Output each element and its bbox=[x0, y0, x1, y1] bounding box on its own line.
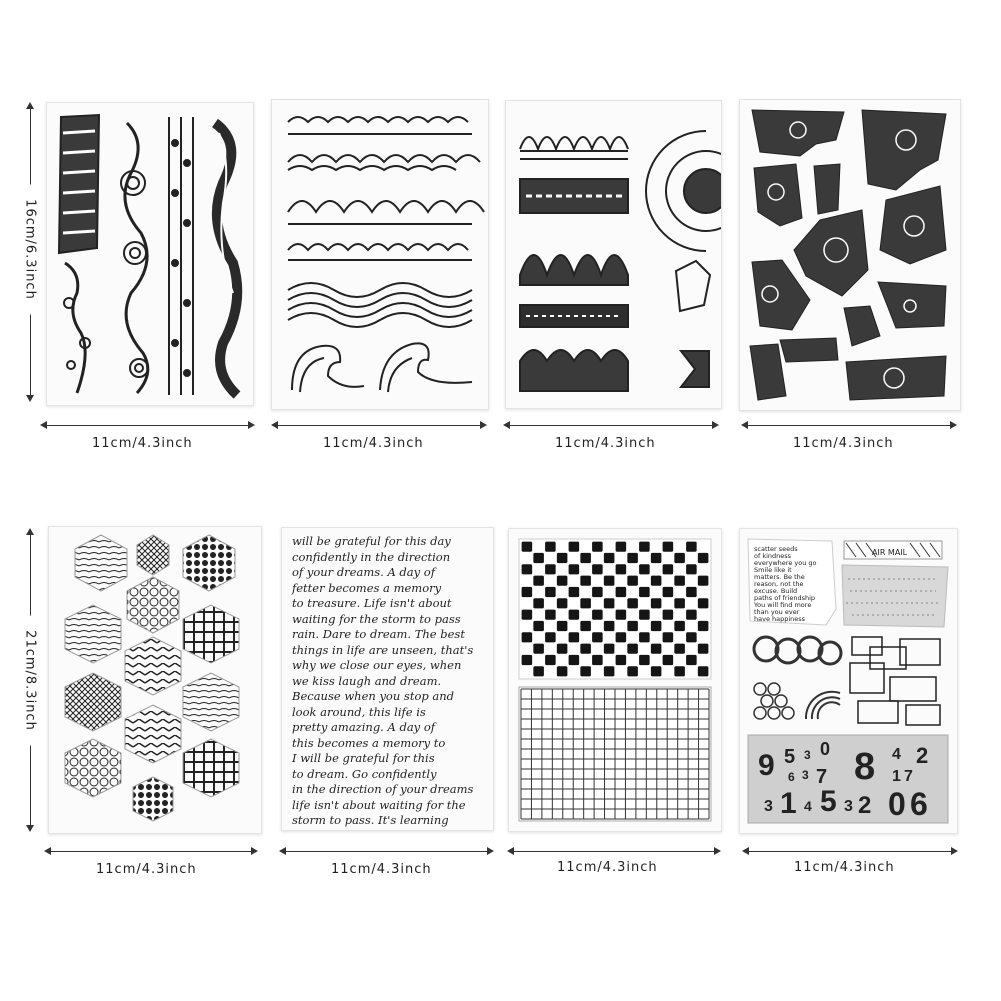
checker-cell bbox=[616, 610, 627, 620]
script-line: rain. Dare to dream. The best bbox=[292, 627, 465, 641]
checker-cell bbox=[545, 632, 556, 642]
checker-cell bbox=[592, 655, 603, 665]
stamp-sheet-collage bbox=[739, 528, 958, 834]
stamp-number: 2 bbox=[916, 743, 929, 768]
checker-cell bbox=[522, 564, 533, 574]
stamp-sheet-checker-grid bbox=[508, 528, 722, 832]
checker-cell bbox=[545, 655, 556, 665]
checker-cell bbox=[698, 553, 709, 563]
checker-cell bbox=[522, 610, 533, 620]
checker-cell bbox=[627, 576, 638, 586]
height-dimension-bottom bbox=[23, 528, 39, 832]
checker-cell bbox=[557, 576, 568, 586]
checker-cell bbox=[663, 542, 674, 552]
script-line: confidently in the direction bbox=[292, 549, 451, 564]
width-dimension-8 bbox=[742, 844, 958, 875]
script-line: we kiss laugh and dream. bbox=[292, 673, 442, 688]
quote-line: excuse. Build bbox=[754, 587, 798, 595]
checker-cell bbox=[604, 576, 615, 586]
stamp-number: 8 bbox=[854, 746, 876, 788]
stamp-sheet-hexagons bbox=[48, 526, 262, 834]
checker-cell bbox=[592, 587, 603, 597]
lace-border-stamps bbox=[506, 101, 721, 408]
stamp-sheet-lace bbox=[505, 100, 722, 409]
width-dimension-6 bbox=[279, 844, 494, 877]
checker-cell bbox=[651, 644, 662, 654]
quote-line: paths of friendship bbox=[754, 594, 816, 602]
script-text-block bbox=[282, 528, 493, 831]
script-line: in the direction of your dreams bbox=[292, 782, 474, 796]
stamp-number: 6 bbox=[910, 786, 928, 822]
checker-cell bbox=[686, 564, 697, 574]
script-line: pretty amazing. A day of bbox=[292, 720, 436, 734]
checker-cell bbox=[651, 553, 662, 563]
quote-line: everywhere you go bbox=[754, 559, 817, 567]
checker-cell bbox=[616, 542, 627, 552]
script-line: will be grateful for this day bbox=[292, 534, 451, 548]
width-dimension-1 bbox=[40, 418, 255, 451]
checker-cell bbox=[698, 598, 709, 608]
checker-cell bbox=[557, 598, 568, 608]
checker-cell bbox=[533, 598, 544, 608]
checker-cell bbox=[580, 666, 591, 676]
checker-cell bbox=[522, 655, 533, 665]
stamp-number: 7 bbox=[904, 768, 913, 785]
checker-cell bbox=[569, 542, 580, 552]
checker-cell bbox=[533, 621, 544, 631]
quote-line: You will find more bbox=[754, 601, 812, 609]
script-line: things in life are unseen, that's bbox=[292, 642, 474, 657]
checker-cell bbox=[580, 644, 591, 654]
checker-cell bbox=[639, 542, 650, 552]
stamp-number: 4 bbox=[804, 798, 812, 814]
script-line: look around, this life is bbox=[292, 704, 426, 719]
checker-cell bbox=[522, 587, 533, 597]
stamp-sheet-script bbox=[281, 527, 494, 831]
checker-cell bbox=[639, 587, 650, 597]
checker-cell bbox=[627, 598, 638, 608]
stamp-sheet-vertical-borders bbox=[46, 102, 254, 406]
checker-cell bbox=[557, 621, 568, 631]
checker-cell bbox=[674, 644, 685, 654]
quote-line: have happiness bbox=[754, 615, 806, 623]
stamp-number: 7 bbox=[816, 766, 828, 788]
width-label-8: 11cm/4.3inch bbox=[790, 860, 899, 875]
checker-cell bbox=[580, 553, 591, 563]
checker-cell bbox=[674, 576, 685, 586]
stamp-number: 3 bbox=[802, 768, 809, 782]
checker-cell bbox=[557, 666, 568, 676]
stamp-number: 2 bbox=[858, 792, 872, 819]
checker-and-grid-stamps bbox=[509, 529, 721, 831]
script-line: to dream. Go confidently bbox=[292, 766, 437, 781]
script-line: I will be grateful for this bbox=[292, 751, 435, 765]
quote-line: reason, not the bbox=[754, 580, 804, 588]
checker-cell bbox=[674, 621, 685, 631]
checker-cell bbox=[533, 576, 544, 586]
hexagon-texture-stamps bbox=[49, 527, 261, 833]
checker-cell bbox=[592, 542, 603, 552]
checker-cell bbox=[674, 598, 685, 608]
checker-cell bbox=[639, 564, 650, 574]
script-line: waiting for the storm to pass bbox=[292, 611, 461, 626]
checker-cell bbox=[674, 666, 685, 676]
script-line: why we close our eyes, when bbox=[292, 658, 462, 672]
width-dimension-5 bbox=[44, 844, 258, 877]
checker-cell bbox=[698, 644, 709, 654]
height-label-top: 16cm/6.3inch bbox=[23, 185, 38, 315]
checker-cell bbox=[663, 587, 674, 597]
checker-cell bbox=[592, 564, 603, 574]
checker-cell bbox=[686, 542, 697, 552]
checker-cell bbox=[651, 576, 662, 586]
checker-cell bbox=[627, 621, 638, 631]
checker-cell bbox=[545, 542, 556, 552]
checker-cell bbox=[522, 632, 533, 642]
width-dimension-4 bbox=[741, 418, 957, 451]
checker-cell bbox=[651, 666, 662, 676]
width-label-5: 11cm/4.3inch bbox=[92, 862, 201, 877]
checker-cell bbox=[533, 666, 544, 676]
checker-cell bbox=[592, 610, 603, 620]
checker-cell bbox=[604, 666, 615, 676]
damask-fragment-stamps bbox=[740, 100, 960, 410]
checker-cell bbox=[545, 610, 556, 620]
quote-line: than you ever bbox=[754, 608, 800, 616]
width-label-3: 11cm/4.3inch bbox=[551, 436, 660, 451]
checker-cell bbox=[569, 564, 580, 574]
width-dimension-3 bbox=[503, 418, 719, 451]
height-label-bottom: 21cm/8.3inch bbox=[23, 616, 38, 746]
checker-cell bbox=[569, 655, 580, 665]
checker-cell bbox=[545, 587, 556, 597]
checker-cell bbox=[674, 553, 685, 563]
airmail-label: AIR MAIL bbox=[872, 548, 908, 557]
quote-line: scatter seeds bbox=[754, 545, 798, 553]
width-label-4: 11cm/4.3inch bbox=[789, 436, 898, 451]
checker-cell bbox=[604, 621, 615, 631]
script-line: fetter becomes a memory bbox=[292, 580, 442, 595]
script-line: to treasure. Life isn't about bbox=[292, 596, 452, 610]
stamp-number: 1 bbox=[892, 768, 901, 785]
checker-cell bbox=[580, 598, 591, 608]
vertical-border-stamps bbox=[47, 103, 253, 405]
checker-cell bbox=[663, 655, 674, 665]
checker-cell bbox=[592, 632, 603, 642]
checker-cell bbox=[604, 598, 615, 608]
checker-cell bbox=[651, 598, 662, 608]
checker-cell bbox=[580, 576, 591, 586]
script-line: this becomes a memory to bbox=[292, 735, 446, 750]
stamp-number: 9 bbox=[758, 749, 775, 782]
stamp-number: 5 bbox=[784, 746, 796, 768]
checker-cell bbox=[616, 587, 627, 597]
checker-cell bbox=[686, 610, 697, 620]
stamp-number: 3 bbox=[764, 798, 773, 815]
stamp-sheet-damask bbox=[739, 99, 961, 411]
checker-cell bbox=[604, 553, 615, 563]
stamp-number: 4 bbox=[892, 746, 901, 763]
checker-cell bbox=[616, 632, 627, 642]
checker-cell bbox=[639, 632, 650, 642]
width-dimension-2 bbox=[271, 418, 487, 451]
stamp-number: 5 bbox=[820, 785, 837, 818]
checker-cell bbox=[557, 644, 568, 654]
checker-cell bbox=[639, 610, 650, 620]
stamp-number: 6 bbox=[788, 770, 795, 784]
width-label-6: 11cm/4.3inch bbox=[327, 862, 436, 877]
quote-line: Smile like it bbox=[754, 566, 792, 574]
checker-cell bbox=[522, 542, 533, 552]
stamp-number: 1 bbox=[780, 787, 797, 820]
width-dimension-7 bbox=[507, 844, 721, 875]
checker-cell bbox=[616, 655, 627, 665]
checker-cell bbox=[686, 655, 697, 665]
checker-cell bbox=[663, 610, 674, 620]
stamp-number: 0 bbox=[888, 786, 906, 822]
width-label-2: 11cm/4.3inch bbox=[319, 436, 428, 451]
checker-cell bbox=[686, 632, 697, 642]
checker-cell bbox=[627, 666, 638, 676]
script-line: storm to pass. It's learning bbox=[292, 813, 449, 827]
checker-cell bbox=[557, 553, 568, 563]
checker-cell bbox=[627, 644, 638, 654]
wave-border-stamps bbox=[272, 100, 488, 409]
checker-cell bbox=[545, 564, 556, 574]
quote-line: matters. Be the bbox=[754, 573, 805, 581]
checker-cell bbox=[569, 587, 580, 597]
script-line: Because when you stop and bbox=[292, 689, 455, 703]
width-label-1: 11cm/4.3inch bbox=[88, 436, 197, 451]
quote-line: of kindness bbox=[754, 552, 792, 560]
width-label-7: 11cm/4.3inch bbox=[553, 860, 662, 875]
checker-cell bbox=[698, 576, 709, 586]
stamp-number: 3 bbox=[844, 798, 853, 815]
checker-cell bbox=[569, 610, 580, 620]
checker-cell bbox=[533, 644, 544, 654]
checker-cell bbox=[686, 587, 697, 597]
height-dimension-top bbox=[23, 102, 39, 402]
stamp-sheet-waves bbox=[271, 99, 489, 410]
checker-cell bbox=[616, 564, 627, 574]
checker-cell bbox=[580, 621, 591, 631]
checker-cell bbox=[533, 553, 544, 563]
checker-cell bbox=[663, 564, 674, 574]
checker-cell bbox=[569, 632, 580, 642]
checker-cell bbox=[663, 632, 674, 642]
checker-cell bbox=[698, 621, 709, 631]
script-line: of your dreams. A day of bbox=[292, 565, 435, 579]
checker-cell bbox=[627, 553, 638, 563]
checker-cell bbox=[698, 666, 709, 676]
stamp-number: 3 bbox=[804, 748, 811, 762]
script-line: life isn't about waiting for the bbox=[292, 797, 466, 812]
checker-cell bbox=[651, 621, 662, 631]
stamp-number: 0 bbox=[820, 739, 831, 759]
checker-cell bbox=[639, 655, 650, 665]
collage-stamps bbox=[740, 529, 957, 833]
checker-cell bbox=[604, 644, 615, 654]
